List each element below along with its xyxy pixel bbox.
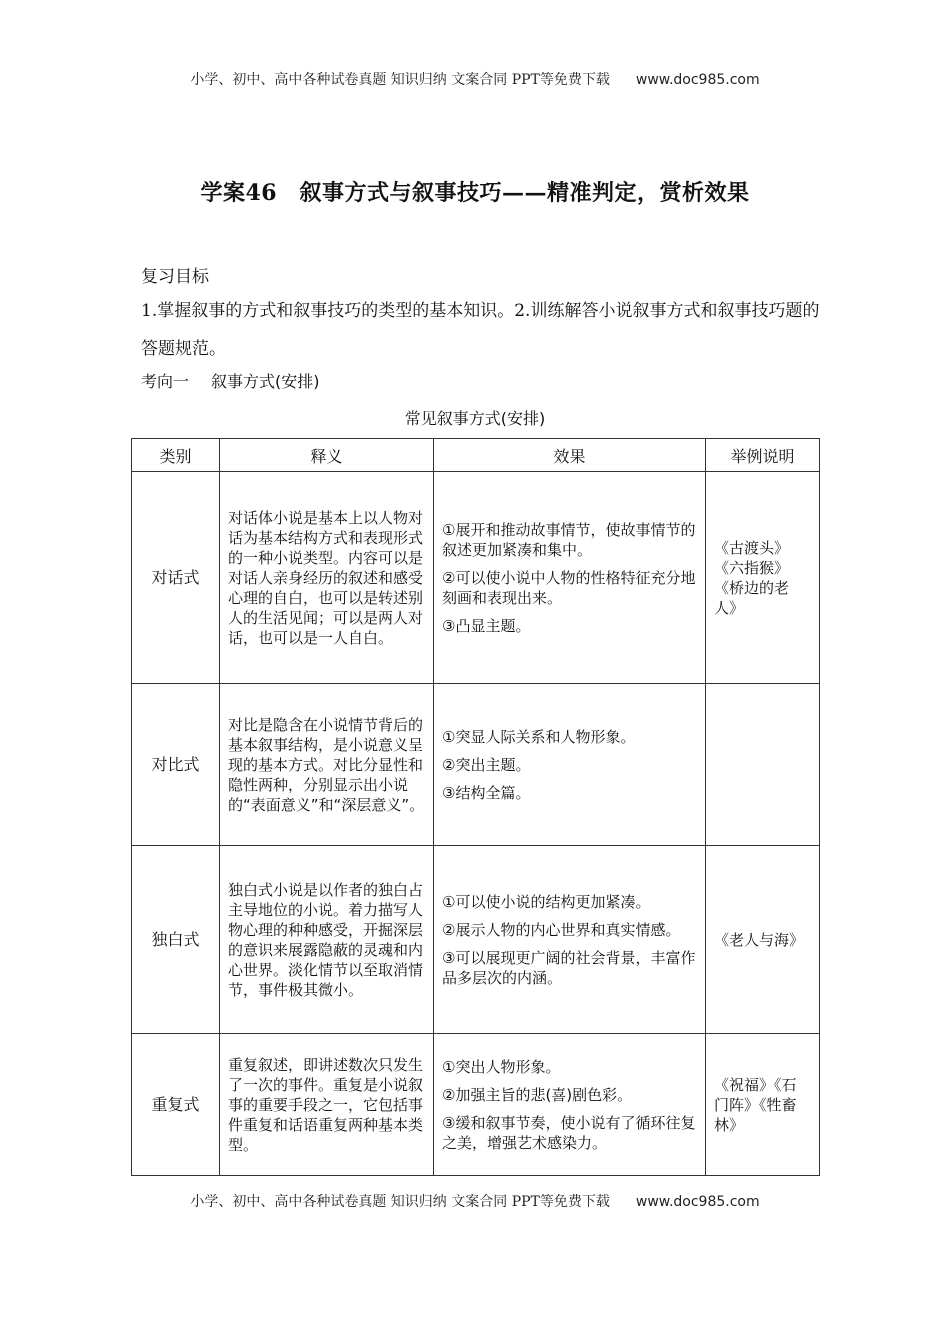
effect-item: ①突出人物形象。	[442, 1057, 561, 1076]
row-effects	[434, 846, 706, 1034]
row-examples: 《老人与海》	[706, 846, 820, 1034]
effect-item: ②突出主题。	[442, 755, 531, 774]
row-category: 对比式	[132, 684, 220, 846]
row-effects	[434, 1034, 706, 1176]
header-url[interactable]: www.doc985.com	[635, 72, 760, 88]
table-header-row	[132, 439, 820, 472]
effect-item: ③缓和叙事节奏，使小说有了循环往复之美，增强艺术感染力。	[442, 1113, 696, 1152]
row-examples	[706, 684, 820, 846]
table-row	[132, 684, 820, 846]
row-definition: 独白式小说是以作者的独白占主导地位的小说。着力描写人物心理的种种感受，开掘深层的意识来展露隐蔽的灵魂和内心世界。淡化情节以至取消情节，事件极其微小。	[220, 846, 434, 1034]
effect-item: ③可以展现更广阔的社会背景，丰富作品多层次的内涵。	[442, 948, 696, 987]
row-effects	[434, 684, 706, 846]
table-caption: 常见叙事方式(安排)	[404, 409, 546, 428]
direction-label: 考向一	[141, 372, 190, 391]
row-definition: 重复叙述，即讲述数次只发生了一次的事件。重复是小说叙事的重要手段之一，它包括事件重复和话语重复两种基本类型。	[220, 1034, 434, 1176]
table-row	[132, 472, 820, 684]
effect-item: ②加强主旨的悲(喜)剧色彩。	[442, 1085, 633, 1104]
effect-item: ③结构全篇。	[442, 783, 531, 802]
narrative-methods-table	[131, 438, 820, 1176]
header-category: 类别	[132, 439, 220, 472]
table-row	[132, 1034, 820, 1176]
effect-item: ②展示人物的内心世界和真实情感。	[442, 920, 681, 939]
page-footer	[0, 1191, 950, 1211]
direction-text: 叙事方式(安排)	[211, 372, 320, 391]
header-effect: 效果	[434, 439, 706, 472]
row-examples: 《古渡头》《六指猴》《桥边的老人》	[706, 472, 820, 684]
row-definition: 对比是隐含在小说情节背后的基本叙事结构，是小说意义呈现的基本方式。对比分显性和隐性两种，分别显示出小说的“表面意义”和“深层意义”。	[220, 684, 434, 846]
row-category: 对话式	[132, 472, 220, 684]
page-title: 学案46 叙事方式与叙事技巧——精准判定，赏析效果	[200, 180, 750, 206]
section-title: 复习目标	[141, 267, 209, 287]
footer-url[interactable]: www.doc985.com	[635, 1194, 760, 1210]
row-examples: 《祝福》《石门阵》《牲畜林》	[706, 1034, 820, 1176]
header-text: 小学、初中、高中各种试卷真题 知识归纳 文案合同 PPT等免费下载	[190, 72, 610, 88]
review-goals: 1.掌握叙事的方式和叙事技巧的类型的基本知识。2.训练解答小说叙事方式和叙事技巧题的答题规范。	[141, 301, 820, 359]
row-effects	[434, 472, 706, 684]
effect-item: ①可以使小说的结构更加紧凑。	[442, 892, 651, 911]
header-examples: 举例说明	[706, 439, 820, 472]
page-header	[0, 69, 950, 89]
effect-item: ①展开和推动故事情节，使故事情节的叙述更加紧凑和集中。	[442, 520, 696, 559]
header-definition: 释义	[220, 439, 434, 472]
footer-text: 小学、初中、高中各种试卷真题 知识归纳 文案合同 PPT等免费下载	[190, 1194, 610, 1210]
direction-heading	[141, 369, 320, 392]
effect-item: ②可以使小说中人物的性格特征充分地刻画和表现出来。	[442, 568, 696, 607]
effect-item: ①突显人际关系和人物形象。	[442, 727, 636, 746]
row-category: 重复式	[132, 1034, 220, 1176]
table-row	[132, 846, 820, 1034]
row-definition: 对话体小说是基本上以人物对话为基本结构方式和表现形式的一种小说类型。内容可以是对话人亲身经历的叙述和感受心理的自白，也可以是转述别人的生活见闻；可以是两人对话，也可以是一人自白。	[220, 472, 434, 684]
row-category: 独白式	[132, 846, 220, 1034]
effect-item: ③凸显主题。	[442, 616, 531, 635]
